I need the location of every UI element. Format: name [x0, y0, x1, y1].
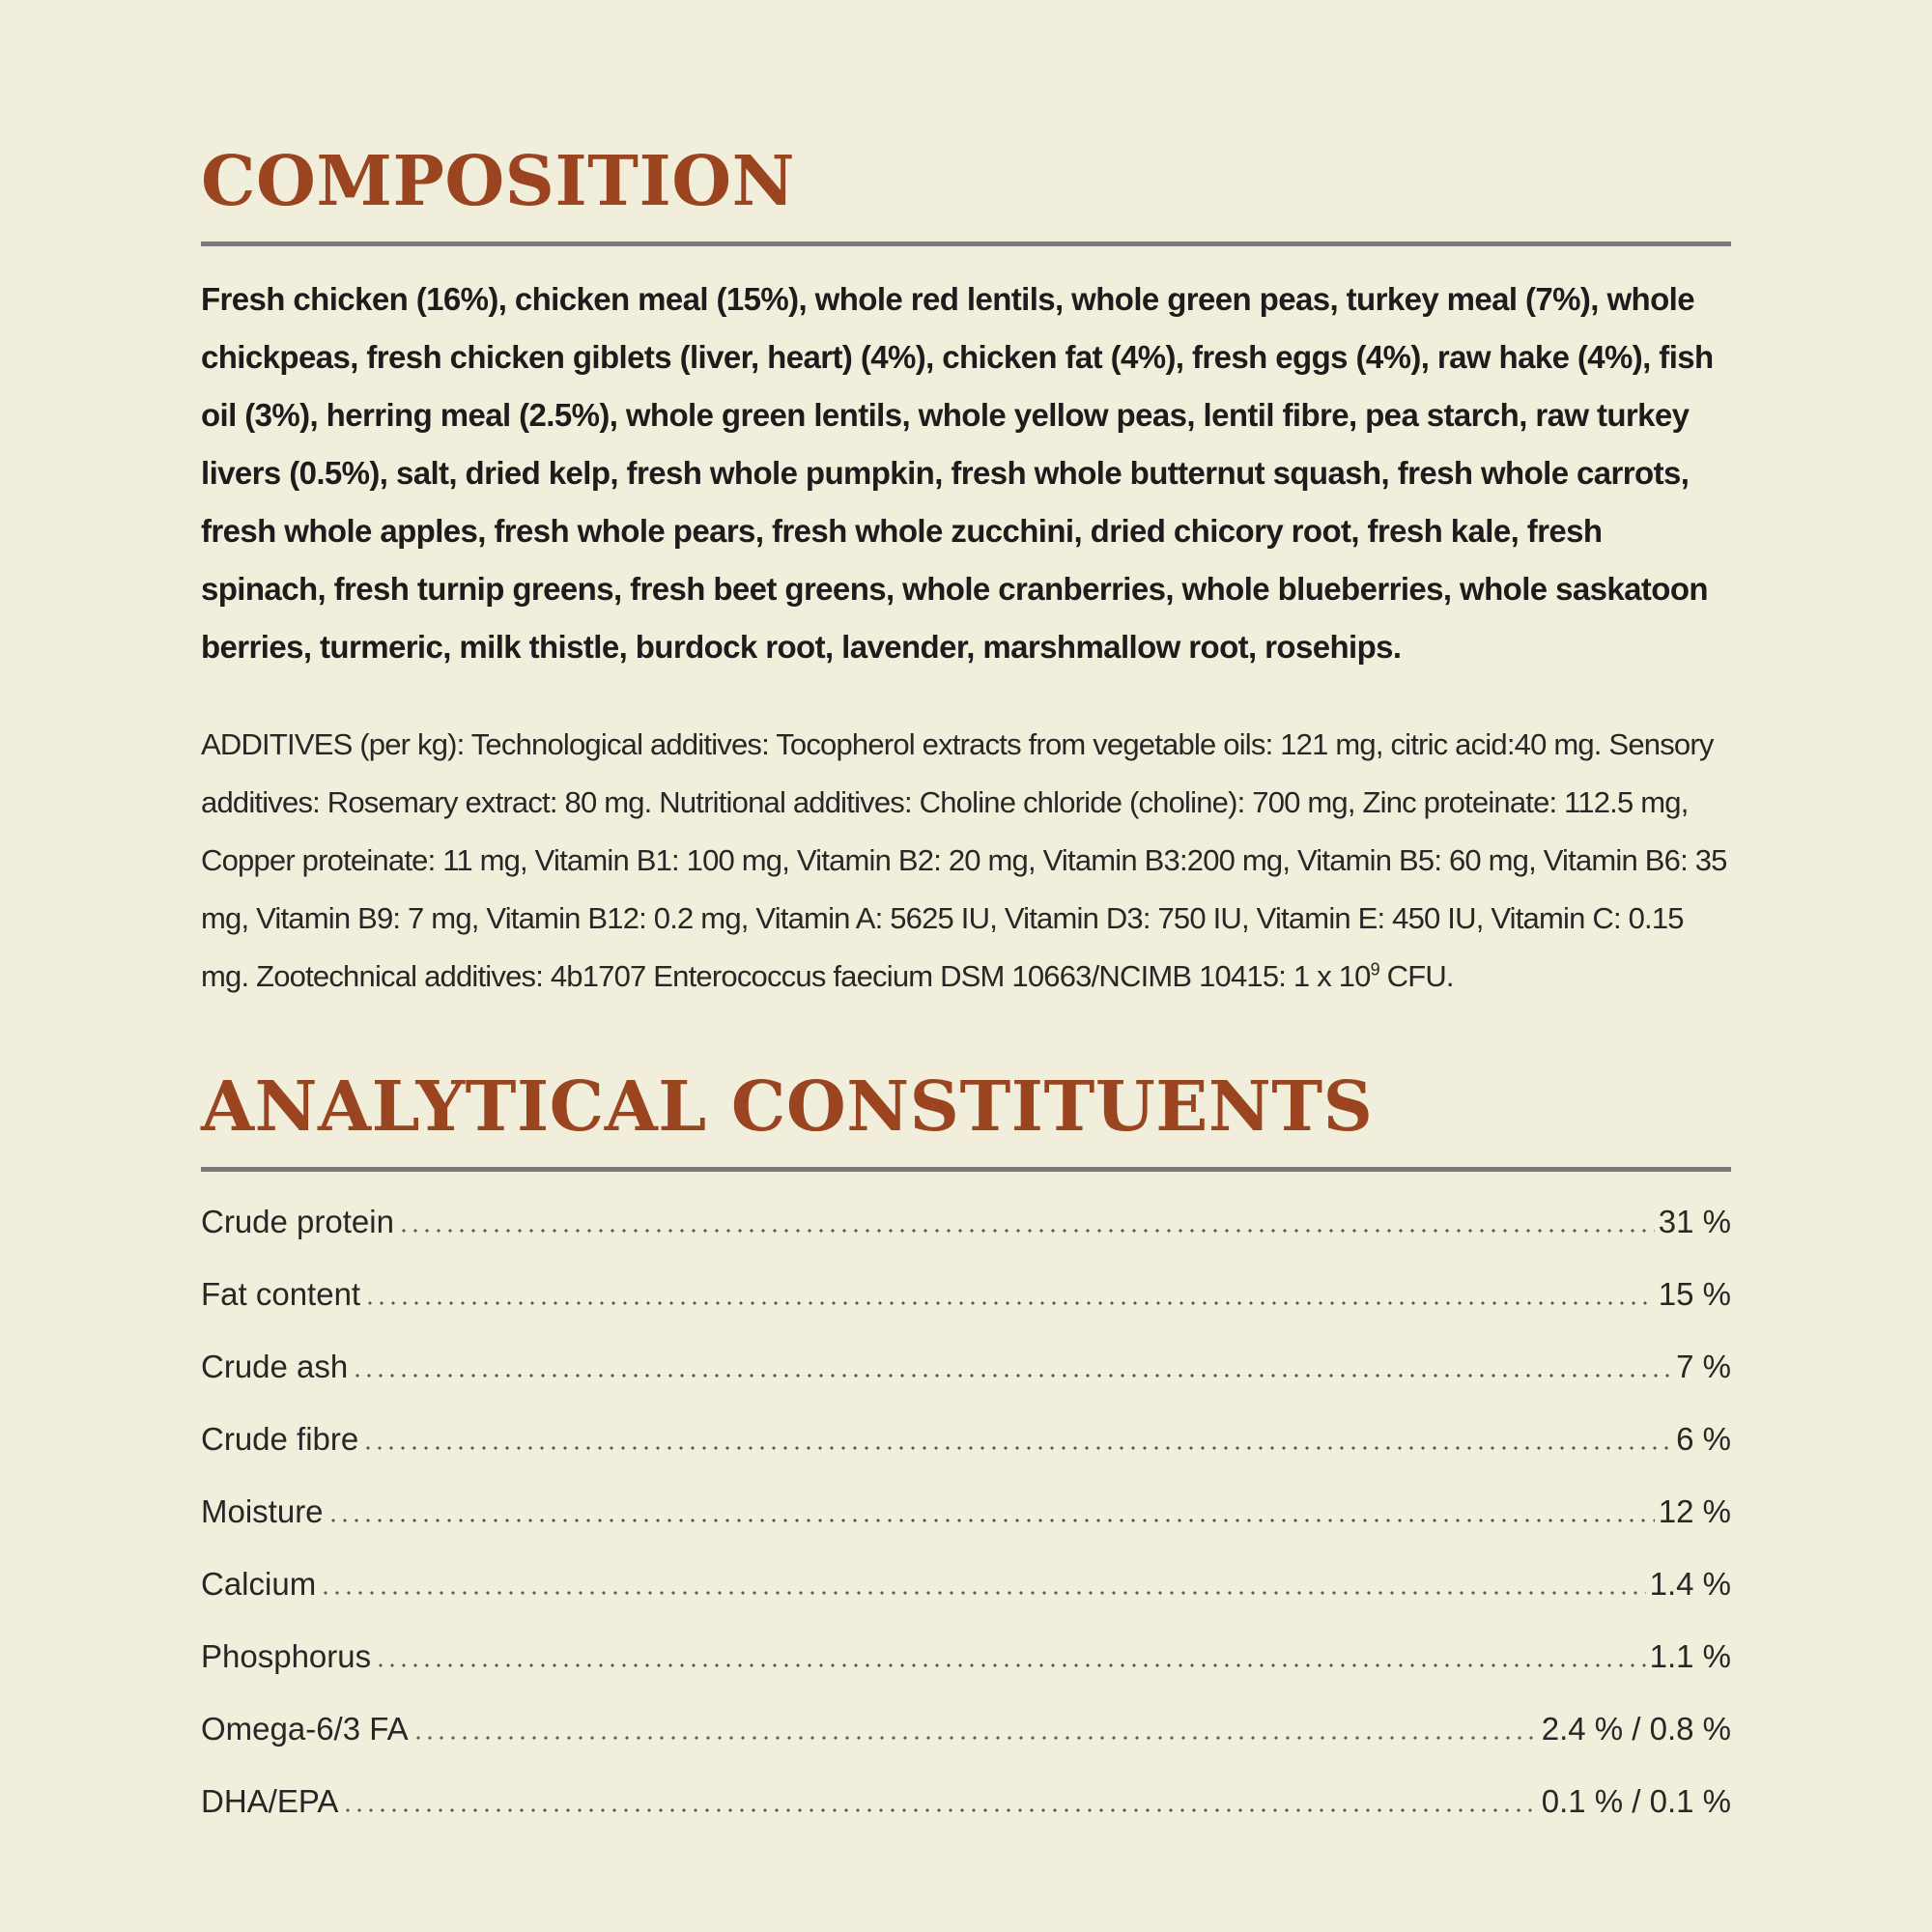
- constituent-value: 1.4 %: [1649, 1566, 1731, 1602]
- analytical-constituents-heading: ANALYTICAL CONSTITUENTS: [201, 1065, 1374, 1147]
- product-composition-sheet: [201, 0, 1731, 1932]
- constituent-row-dha-epa: [201, 1770, 1731, 1842]
- constituents-list: [201, 1190, 1731, 1842]
- constituent-value: 1.1 %: [1649, 1638, 1731, 1674]
- dot-leader: [362, 1446, 1672, 1450]
- constituent-label: Fat content: [201, 1276, 361, 1312]
- constituent-row-crude-ash: [201, 1335, 1731, 1407]
- constituent-label: Omega-6/3 FA: [201, 1711, 409, 1747]
- additives-end: CFU.: [1378, 959, 1454, 993]
- constituent-label: Crude protein: [201, 1204, 394, 1239]
- dot-leader: [412, 1736, 1538, 1740]
- analytical-divider: [201, 1167, 1731, 1172]
- ingredients-paragraph: Fresh chicken (16%), chicken meal (15%), whole red lentils, whole green peas, turkey meal (7%), whole chickpeas, fresh chicken giblets (liver, heart) (4%), chicken fat (4%), fresh eggs (4%), raw hake (4%), fish oil (3%), herring meal (2.5%), whole green lentils, whole yellow peas, lentil fibre, pea starch, raw turkey livers (0.5%), salt, dried kelp, fresh whole pumpkin, fresh whole butternut squash, fresh whole carrots, fresh whole apples, fresh whole pears, fresh whole zucchini, dried chicory root, fresh kale, fresh spinach, fresh turnip greens, fresh beet greens, whole cranberries, whole blueberries, whole saskatoon berries, turmeric, milk thistle, burdock root, lavender, marshmallow root, rosehips.: [201, 281, 1714, 665]
- dot-leader: [327, 1519, 1655, 1522]
- additives-paragraph: [201, 716, 1731, 1006]
- constituent-value: 0.1 % / 0.1 %: [1541, 1783, 1731, 1819]
- dot-leader: [342, 1808, 1537, 1812]
- constituent-row-calcium: [201, 1552, 1731, 1625]
- constituent-label: Crude ash: [201, 1349, 349, 1384]
- composition-divider: [201, 242, 1731, 246]
- constituent-row-phosphorus: [201, 1625, 1731, 1697]
- constituent-value: 6 %: [1676, 1421, 1731, 1457]
- constituent-value: 12 %: [1658, 1493, 1731, 1529]
- dot-leader: [352, 1374, 1672, 1378]
- constituent-row-omega-fa: [201, 1697, 1731, 1770]
- dot-leader: [398, 1229, 1655, 1233]
- constituent-value: 31 %: [1658, 1204, 1731, 1239]
- dot-leader: [364, 1301, 1655, 1305]
- constituent-label: Moisture: [201, 1493, 324, 1529]
- composition-heading: COMPOSITION: [201, 140, 795, 221]
- additives-text: ADDITIVES (per kg): Technological additives: Tocopherol extracts from vegetable oils: 121 mg, citric acid:40 mg. Sensory additives: Rosemary extract: 80 mg. Nutritional additives: Choline chloride (choline): 700 mg, Zinc proteinate: 112.5 mg, Copper proteinate: 11 mg, Vitamin B1: 100 mg, Vitamin B2: 20 mg, Vitamin B3:200 mg, Vitamin B5: 60 mg, Vitamin B6: 35 mg, Vitamin B9: 7 mg, Vitamin B12: 0.2 mg, Vitamin A: 5625 IU, Vitamin D3: 750 IU, Vitamin E: 450 IU, Vitamin C: 0.15 mg. Zootechnical additives: 4b1707 Enterococcus faecium DSM 10663/NCIMB 10415: 1 x 10: [201, 727, 1727, 993]
- constituent-label: Crude fibre: [201, 1421, 359, 1457]
- additives-exponent: 9: [1370, 959, 1379, 980]
- dot-leader: [320, 1591, 1645, 1595]
- constituent-row-crude-fibre: [201, 1407, 1731, 1480]
- constituent-row-crude-protein: [201, 1190, 1731, 1263]
- constituent-value: 15 %: [1658, 1276, 1731, 1312]
- constituent-row-fat-content: [201, 1263, 1731, 1335]
- constituent-label: Phosphorus: [201, 1638, 372, 1674]
- constituent-row-moisture: [201, 1480, 1731, 1552]
- constituent-value: 7 %: [1676, 1349, 1731, 1384]
- constituent-label: Calcium: [201, 1566, 317, 1602]
- constituent-label: DHA/EPA: [201, 1783, 339, 1819]
- dot-leader: [375, 1663, 1645, 1667]
- constituent-value: 2.4 % / 0.8 %: [1541, 1711, 1731, 1747]
